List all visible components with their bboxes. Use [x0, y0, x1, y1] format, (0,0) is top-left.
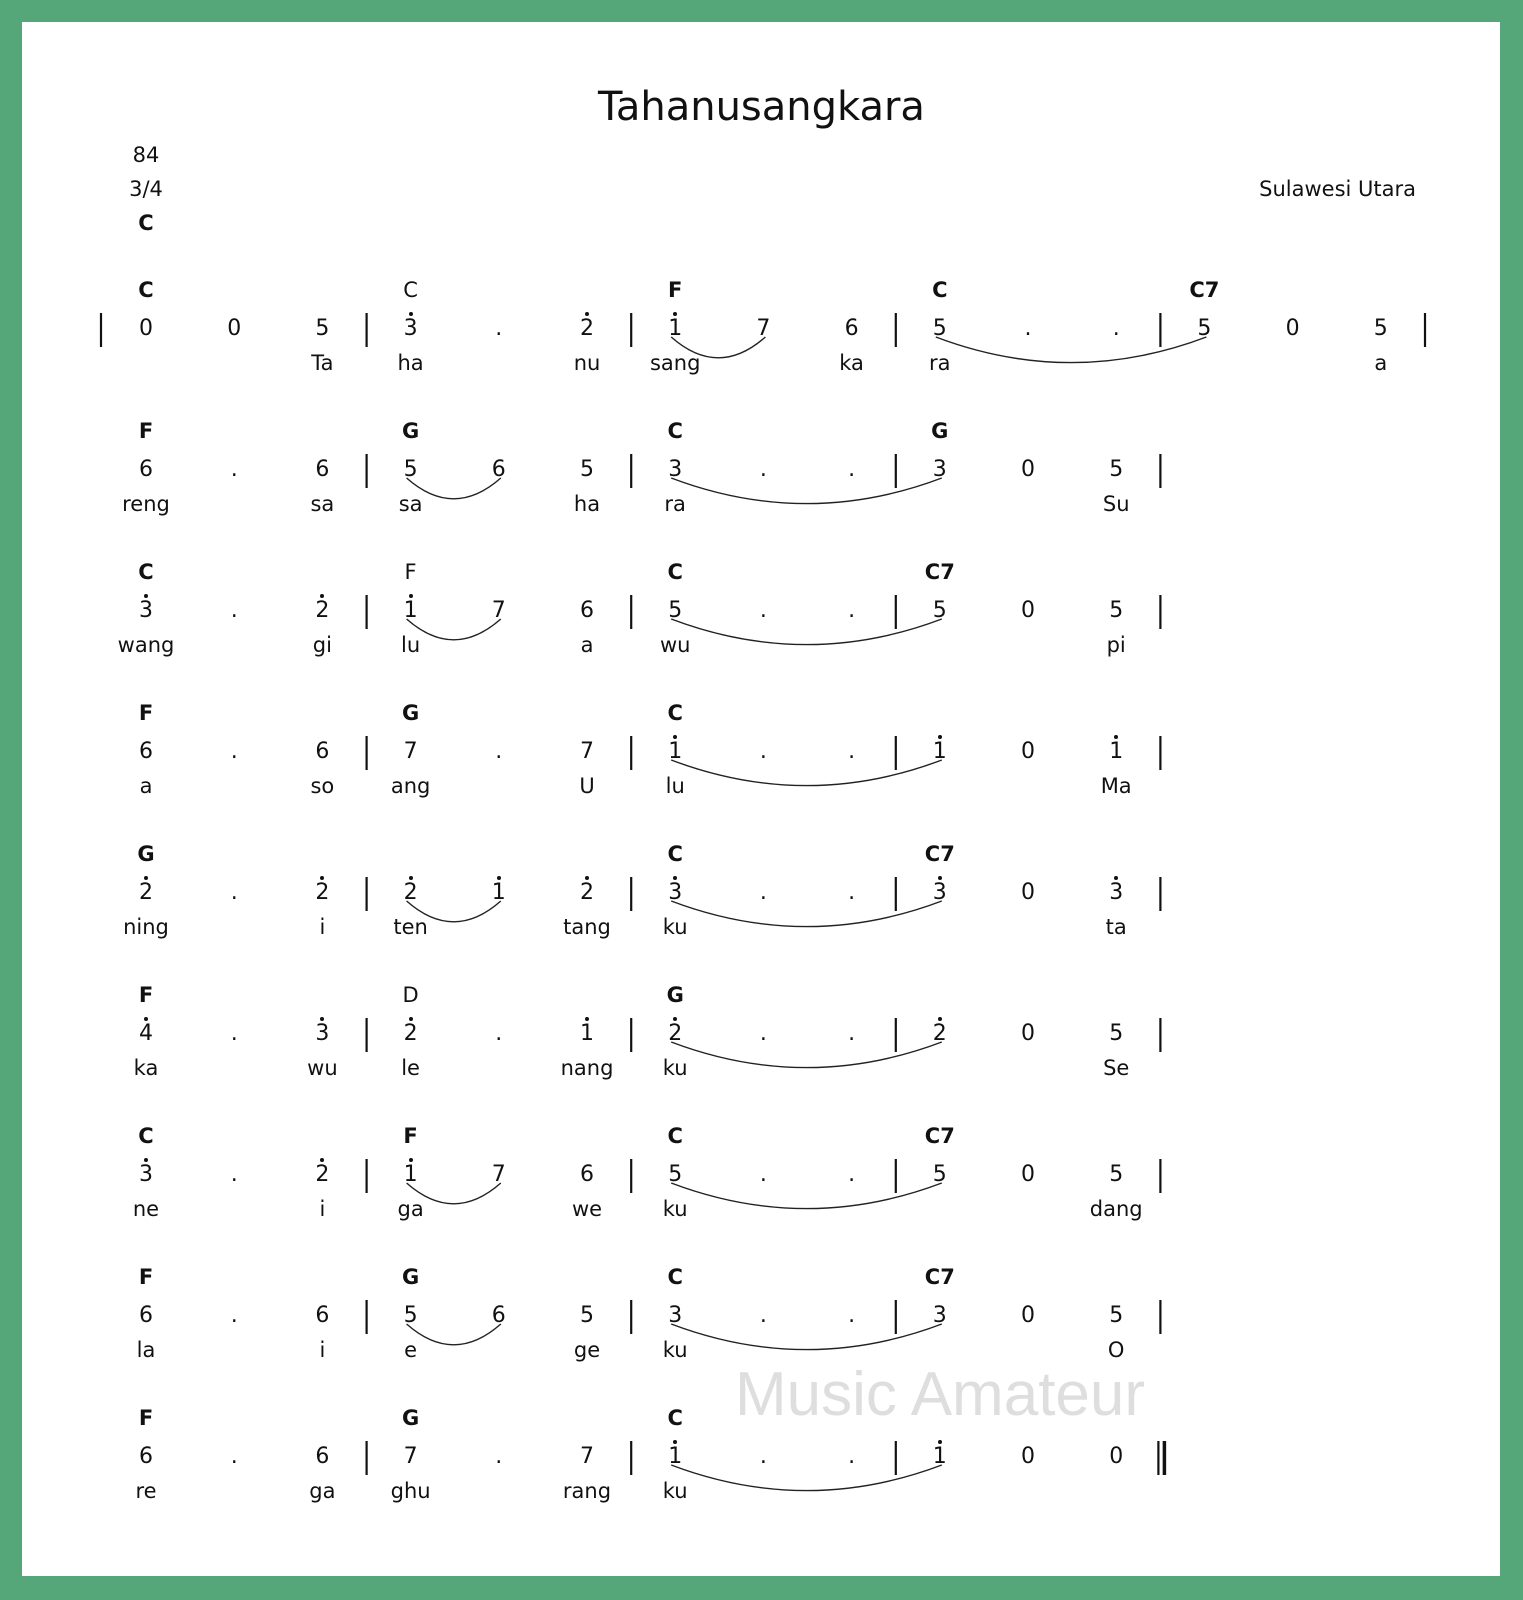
chord-symbol: C — [667, 842, 683, 866]
note-number — [1056, 1021, 1176, 1047]
time-signature: 3/4 — [129, 177, 163, 201]
chord-symbol: C — [138, 560, 154, 584]
note-digit: . — [230, 1303, 238, 1328]
note-digit: 6 — [844, 316, 859, 341]
chord-symbol: C — [667, 560, 683, 584]
note-digit: 5 — [932, 598, 947, 623]
note-digit: 3 — [668, 1303, 683, 1328]
octave-dot — [144, 876, 148, 880]
lyric-syllable: ghu — [390, 1479, 431, 1503]
chord-symbol: C — [667, 1124, 683, 1148]
chord-symbol: C — [667, 419, 683, 443]
note-digit: 3 — [404, 316, 418, 342]
note-digit: 0 — [1021, 1162, 1035, 1187]
note-digit: . — [759, 1162, 767, 1187]
octave-dot — [585, 1017, 589, 1021]
note-digit: . — [1112, 316, 1120, 341]
note-digit: 3 — [668, 880, 682, 906]
note-digit: 7 — [403, 739, 418, 764]
octave-dot — [409, 1158, 413, 1162]
chord-symbol: C7 — [924, 560, 955, 584]
note-number — [1056, 457, 1176, 483]
chord-symbol: F — [403, 1124, 418, 1148]
note-digit: 4 — [139, 1021, 153, 1047]
octave-dot — [585, 312, 589, 316]
octave-dot — [1114, 735, 1118, 739]
note-digit: 1 — [933, 739, 947, 765]
note-digit: 7 — [580, 1444, 594, 1469]
note-digit: 5 — [668, 598, 683, 623]
lyric-syllable: ku — [662, 1197, 688, 1221]
lyric-syllable: ha — [573, 492, 601, 516]
lyric-syllable: ha — [397, 351, 424, 375]
note-digit: 1 — [492, 880, 506, 906]
note-number — [1056, 739, 1176, 765]
lyric-syllable: nu — [573, 351, 601, 375]
note-digit: 6 — [315, 739, 330, 764]
lyric-syllable: ten — [393, 915, 428, 939]
note-digit: 0 — [139, 316, 153, 341]
note-digit: 6 — [139, 739, 153, 764]
lyric-syllable: pi — [1106, 633, 1126, 657]
chord-symbol: C — [667, 1265, 683, 1289]
chord-symbol: C7 — [924, 842, 955, 866]
note-digit: . — [230, 1021, 238, 1046]
note-digit: 5 — [1109, 1162, 1124, 1187]
note-digit: 6 — [315, 1444, 330, 1469]
octave-dot — [673, 1017, 677, 1021]
octave-dot — [409, 312, 413, 316]
octave-dot — [1114, 876, 1118, 880]
octave-dot — [320, 876, 324, 880]
lyric-syllable: ka — [133, 1056, 159, 1080]
chord-symbol: G — [401, 701, 420, 725]
lyric-syllable: a — [580, 633, 594, 657]
octave-dot — [320, 1017, 324, 1021]
note-digit: . — [495, 1021, 503, 1046]
note-digit: 3 — [315, 1021, 329, 1047]
chord-symbol: G — [931, 419, 949, 443]
octave-dot — [673, 735, 677, 739]
note-digit: 0 — [1109, 1444, 1124, 1469]
lyric-syllable: lu — [665, 774, 685, 798]
note-digit: 5 — [932, 316, 947, 341]
chord-symbol: F — [138, 419, 154, 443]
note-digit: . — [848, 1021, 856, 1046]
octave-dot — [409, 876, 413, 880]
note-digit: 6 — [580, 598, 594, 623]
chord-symbol: G — [137, 842, 155, 866]
note-digit: . — [230, 598, 238, 623]
lyric-syllable: ra — [664, 492, 686, 516]
note-digit: 2 — [404, 1021, 418, 1047]
note-digit: 1 — [1109, 739, 1123, 765]
note-digit: 2 — [580, 880, 594, 906]
lyric-syllable: we — [571, 1197, 603, 1221]
note-digit: . — [759, 739, 767, 764]
note-digit: . — [848, 457, 856, 482]
note-digit: 3 — [139, 1162, 153, 1188]
note-digit: . — [230, 1444, 238, 1469]
chord-symbol: C7 — [1189, 278, 1220, 302]
note-digit: 1 — [933, 1444, 947, 1470]
lyric-syllable: sa — [310, 492, 335, 516]
lyric-syllable: reng — [122, 492, 170, 516]
lyric-syllable: la — [136, 1338, 156, 1362]
chord-symbol: F — [668, 278, 683, 302]
note-digit: 7 — [580, 739, 594, 764]
chord-symbol: G — [401, 1406, 420, 1430]
note-digit: 2 — [404, 880, 418, 906]
note-digit: 5 — [1373, 316, 1388, 341]
lyric-syllable: ang — [390, 774, 431, 798]
note-digit: 3 — [933, 880, 947, 906]
lyric-syllable: lu — [401, 633, 421, 657]
note-digit: 2 — [580, 316, 594, 342]
octave-dot — [144, 1158, 148, 1162]
note-digit: 3 — [932, 1303, 947, 1328]
lyric-syllable: a — [139, 774, 153, 798]
note-digit: 2 — [933, 1021, 947, 1047]
note-digit: . — [759, 1021, 767, 1046]
lyric-syllable: sang — [649, 351, 701, 375]
note-digit: 5 — [403, 457, 418, 482]
note-digit: 3 — [668, 457, 683, 482]
chord-symbol: C7 — [924, 1265, 955, 1289]
lyric-syllable: tang — [563, 915, 611, 939]
lyric-syllable: Su — [1102, 492, 1130, 516]
note-digit: . — [230, 739, 238, 764]
lyric-syllable: i — [319, 1197, 326, 1221]
note-digit: 3 — [932, 457, 947, 482]
note-digit: . — [759, 1444, 767, 1469]
note-digit: 2 — [668, 1021, 682, 1047]
lyric-syllable: ning — [123, 915, 169, 939]
lyric-syllable: ku — [662, 1479, 688, 1503]
chord-symbol: C — [138, 1124, 154, 1148]
octave-dot — [144, 594, 148, 598]
chord-symbol: F — [138, 983, 154, 1007]
lyric-syllable: ne — [132, 1197, 160, 1221]
chord-symbol: F — [404, 560, 417, 584]
note-digit: 1 — [668, 1444, 682, 1470]
note-digit: 2 — [139, 880, 153, 906]
note-digit: 6 — [315, 1303, 330, 1328]
octave-dot — [409, 1017, 413, 1021]
note-digit: 5 — [315, 316, 330, 341]
note-number — [1056, 1444, 1176, 1470]
octave-dot — [497, 876, 501, 880]
lyric-syllable: Se — [1103, 1056, 1130, 1080]
lyric-syllable: e — [404, 1338, 418, 1362]
sheet-page — [22, 22, 1500, 1576]
octave-dot — [320, 1158, 324, 1162]
lyric-syllable: wang — [117, 633, 175, 657]
chord-symbol: C7 — [924, 1124, 955, 1148]
octave-dot — [938, 735, 942, 739]
octave-dot — [673, 312, 677, 316]
note-digit: 7 — [491, 598, 506, 623]
note-number — [1056, 880, 1176, 906]
note-digit: 0 — [1021, 1303, 1035, 1328]
lyric-syllable: nang — [560, 1056, 614, 1080]
note-digit: . — [1024, 316, 1032, 341]
note-digit: . — [848, 739, 856, 764]
octave-dot — [673, 1440, 677, 1444]
octave-dot — [320, 594, 324, 598]
lyric-syllable: i — [319, 915, 326, 939]
lyric-syllable: re — [135, 1479, 157, 1503]
chord-symbol: F — [138, 1406, 154, 1430]
note-number — [1056, 1162, 1176, 1188]
note-digit: . — [230, 457, 238, 482]
note-digit: 1 — [580, 1021, 594, 1047]
note-digit: 0 — [1021, 1444, 1035, 1469]
note-digit: 2 — [315, 598, 329, 624]
lyric-syllable: wu — [307, 1056, 338, 1080]
lyric-syllable: ra — [929, 351, 951, 375]
note-digit: 7 — [403, 1444, 418, 1469]
lyric-syllable: ku — [662, 915, 688, 939]
note-digit: . — [848, 1162, 856, 1187]
note-digit: . — [495, 1444, 503, 1469]
octave-dot — [938, 1017, 942, 1021]
lyric-syllable: i — [319, 1338, 326, 1362]
octave-dot — [673, 876, 677, 880]
tempo: 84 — [132, 143, 160, 167]
note-number — [1321, 316, 1441, 342]
note-digit: . — [848, 1303, 856, 1328]
chord-symbol: G — [666, 983, 684, 1007]
song-title: Tahanusangkara — [598, 84, 925, 130]
note-digit: . — [495, 316, 503, 341]
lyric-syllable: U — [579, 774, 595, 798]
note-digit: 5 — [1109, 1021, 1124, 1046]
lyric-syllable: ga — [309, 1479, 336, 1503]
note-digit: . — [759, 457, 767, 482]
note-digit: 0 — [1021, 1021, 1035, 1046]
lyric-syllable: ga — [397, 1197, 424, 1221]
note-digit: 5 — [1197, 316, 1212, 341]
note-digit: . — [495, 739, 503, 764]
chord-symbol: F — [138, 1265, 154, 1289]
note-digit: 5 — [580, 457, 594, 482]
note-number — [1056, 1303, 1176, 1329]
lyric-syllable: ka — [839, 351, 864, 375]
chord-symbol: C — [667, 1406, 683, 1430]
note-digit: 3 — [139, 598, 153, 624]
song-origin: Sulawesi Utara — [1259, 177, 1416, 201]
note-digit: 6 — [580, 1162, 594, 1187]
note-digit: 0 — [1021, 598, 1035, 623]
lyric-syllable: Ta — [311, 351, 334, 375]
note-digit: 3 — [1109, 880, 1123, 906]
chord-symbol: C — [403, 278, 418, 302]
octave-dot — [409, 594, 413, 598]
note-digit: 5 — [1109, 598, 1124, 623]
note-digit: 0 — [1285, 316, 1300, 341]
note-digit: . — [848, 1444, 856, 1469]
note-digit: . — [848, 880, 856, 905]
note-digit: . — [230, 880, 238, 905]
note-digit: . — [230, 1162, 238, 1187]
note-digit: 5 — [1109, 457, 1124, 482]
note-digit: . — [848, 598, 856, 623]
note-digit: . — [759, 598, 767, 623]
note-digit: 6 — [139, 457, 153, 482]
note-digit: 5 — [932, 1162, 947, 1187]
lyric-syllable: a — [1374, 351, 1388, 375]
note-digit: 0 — [227, 316, 242, 341]
octave-dot — [585, 876, 589, 880]
note-digit: 1 — [668, 739, 682, 765]
octave-dot — [144, 1017, 148, 1021]
octave-dot — [938, 1440, 942, 1444]
note-digit: 1 — [668, 316, 682, 342]
note-digit: . — [759, 880, 767, 905]
note-digit: . — [759, 1303, 767, 1328]
chord-symbol: C — [667, 701, 683, 725]
note-digit: 0 — [1021, 880, 1035, 905]
chord-symbol: C — [138, 278, 154, 302]
lyric-syllable: Ma — [1100, 774, 1132, 798]
lyric-syllable: rang — [562, 1479, 612, 1503]
note-digit: 6 — [139, 1444, 153, 1469]
note-digit: 7 — [756, 316, 771, 341]
chord-symbol: F — [138, 701, 154, 725]
note-digit: 0 — [1021, 457, 1035, 482]
lyric-syllable: ku — [662, 1056, 688, 1080]
key-signature: C — [138, 211, 154, 235]
note-digit: 6 — [491, 457, 506, 482]
note-digit: 2 — [315, 880, 329, 906]
chord-symbol: G — [401, 419, 420, 443]
lyric-syllable: wu — [659, 633, 691, 657]
chord-symbol: G — [401, 1265, 420, 1289]
lyric-syllable: ku — [662, 1338, 688, 1362]
note-digit: 6 — [315, 457, 330, 482]
lyric-syllable: O — [1107, 1338, 1125, 1362]
note-number — [1056, 598, 1176, 624]
lyric-syllable: ge — [573, 1338, 601, 1362]
note-digit: 0 — [1021, 739, 1035, 764]
lyric-syllable: ta — [1105, 915, 1127, 939]
note-digit: 5 — [668, 1162, 683, 1187]
note-digit: 5 — [403, 1303, 418, 1328]
lyric-syllable: so — [310, 774, 335, 798]
lyric-syllable: gi — [312, 633, 332, 657]
note-digit: 1 — [404, 598, 418, 624]
note-digit: 6 — [139, 1303, 153, 1328]
chord-symbol: D — [402, 983, 419, 1007]
lyric-syllable: le — [401, 1056, 420, 1080]
note-digit: 1 — [404, 1162, 418, 1188]
octave-dot — [938, 876, 942, 880]
note-digit: 5 — [1109, 1303, 1124, 1328]
chord-symbol: C — [932, 278, 948, 302]
watermark: Music Amateur — [735, 1360, 1146, 1429]
lyric-syllable: sa — [398, 492, 423, 516]
note-digit: 5 — [580, 1303, 594, 1328]
note-digit: 6 — [491, 1303, 506, 1328]
note-digit: 2 — [315, 1162, 329, 1188]
note-digit: 7 — [491, 1162, 506, 1187]
lyric-syllable: dang — [1089, 1197, 1143, 1221]
